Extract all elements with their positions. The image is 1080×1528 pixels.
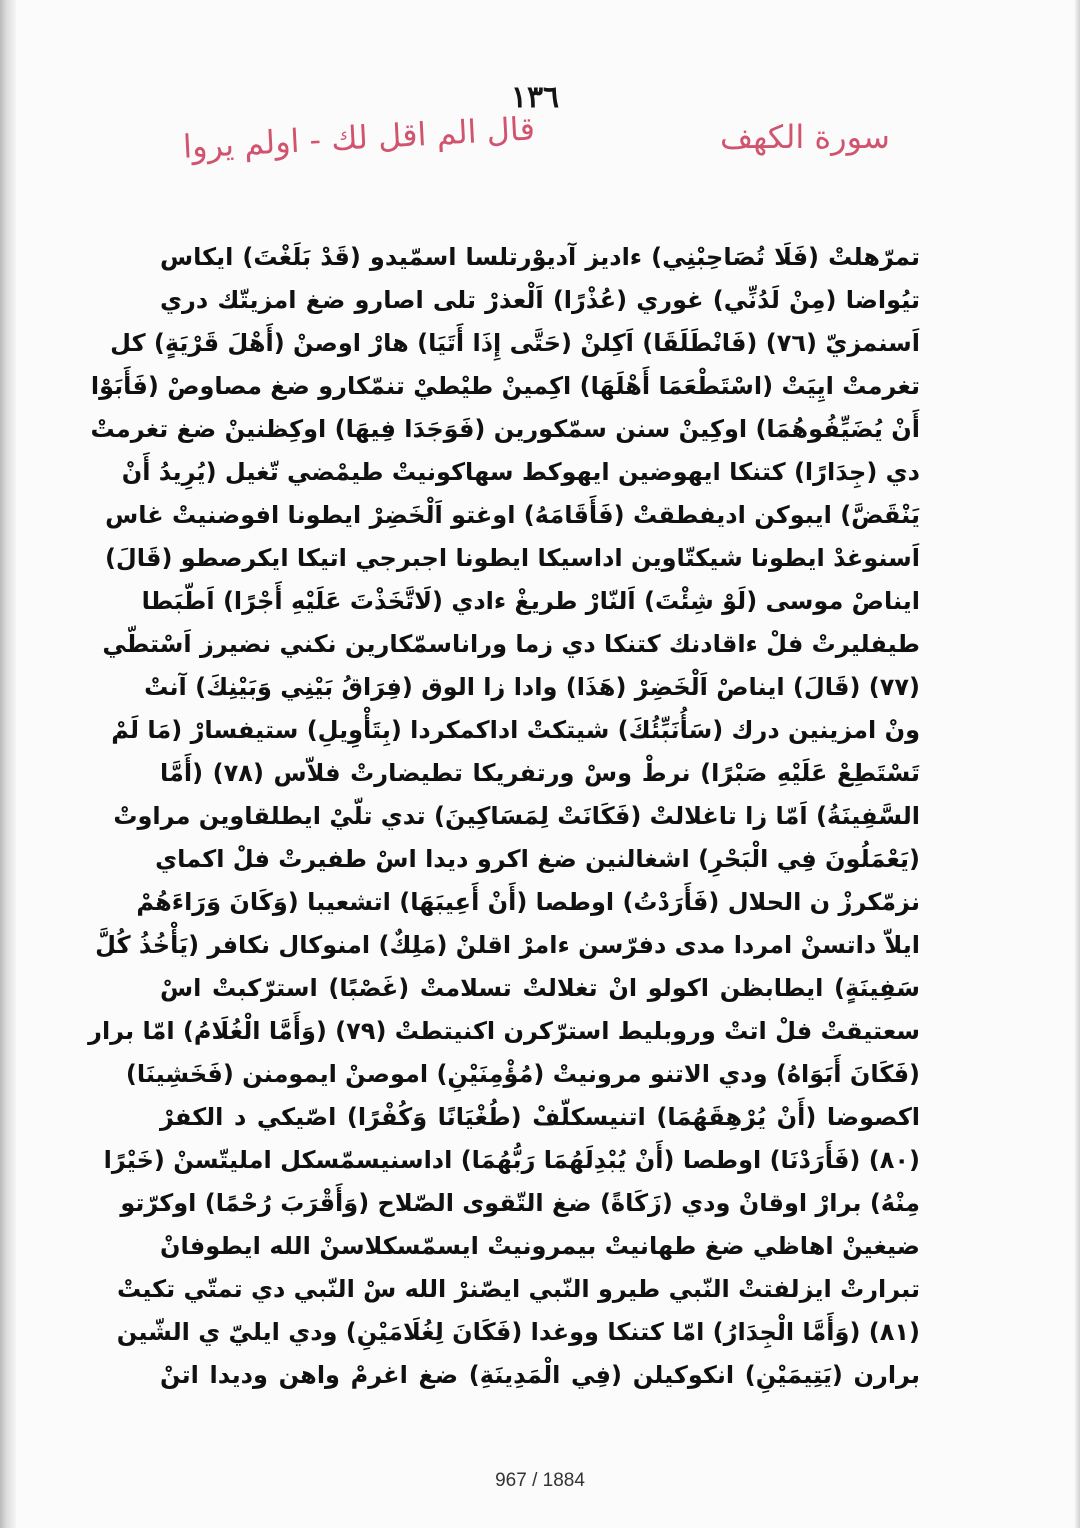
text-line: ايلاّ داتسنْ امردا مدى دفرّسن ءامرْ اقلنْ (مَلِكٌ) امنوكال نكافر (يَأْخُذُ كُلَّ <box>95 931 920 959</box>
page-counter: 967 / 1884 <box>495 1470 585 1491</box>
text-line: اَسنمزيّ (٧٦) (فَانْطَلَقَا) اَكِلنْ (حَتَّى إِذَا أَتَيَا) هارْ اوصنْ (أَهْلَ قَرْيَةٍ) كل <box>110 329 920 357</box>
text-line: مِنْهُ) برارْ اوقانْ ودي (زَكَاةً) ضغ التّقوى الصّلاح (وَأَقْرَبَ رُحْمًا) اوكرّتو <box>120 1189 920 1217</box>
body-text <box>88 236 921 1397</box>
text-line: سَفِينَةٍ) ايطابظن اكولو انْ تغلالتْ تسلامتْ (غَصْبًا) استرّكبتْ اسْ <box>160 974 920 1002</box>
text-line: تغرمتْ ايِيَتْ (اسْتَطْعَمَا أَهْلَهَا) اكِمينْ طيْطيْ تنمّكارو ضغ مصاوصْ (فَأَبَوْا <box>90 372 920 400</box>
text-line: دي (جِدَارًا) كتنكا ايهوضين ايهوكط سهاكونيتْ طيمْضي تّغيل (يُرِيدُ أَنْ <box>121 458 920 486</box>
text-line: تَسْتَطِعْ عَلَيْهِ صَبْرًا) نرطْ وسْ ورتفريكا تطيضارتْ فلاّس (٧٨) (أَمَّا <box>160 759 921 787</box>
scan-shadow-right <box>1074 0 1080 1528</box>
text-line: تمرّهلتْ (فَلَا تُصَاحِبْنِي) ءاديز آديوْرتلسا اسمّيدو (قَدْ بَلَغْتَ) ايكاس <box>160 243 920 271</box>
text-line: ونْ امزينين درك (سَأُنَبِّئُكَ) شيتكتْ اداكمكردا (بِتَأْوِيلِ) ستيفسارْ (مَا لَمْ <box>111 716 920 744</box>
handwritten-surah-note: سورة الكهف <box>720 118 890 156</box>
text-line: (يَعْمَلُونَ فِي الْبَحْرِ) اشغالنين ضغ اكرو ديدا اسْ طفيرتْ فلْ اكماي <box>155 845 920 873</box>
text-line: ضيغينْ اهاظي ضغ طهانيتْ بيمرونيتْ ايسمّسكلاسنْ الله ايطوفانْ <box>160 1232 920 1260</box>
text-line: برارن (يَتِيمَيْنِ) انكوكيلن (فِي الْمَدِينَةِ) ضغ اغرمْ واهن وديدا اتنْ <box>160 1361 920 1389</box>
text-line: (٨٠) (فَأَرَدْنَا) اوطصا (أَنْ يُبْدِلَهُمَا رَبُّهُمَا) اداسنيسمّسكل امليتّسنْ (خَيْرًا <box>103 1146 920 1174</box>
text-line: تيُواضا (مِنْ لَدُنِّي) غوري (عُذْرًا) اَلْعذرْ تلى اصارو ضغ امزيتّك دري <box>160 286 920 314</box>
text-line: (فَكَانَ أَبَوَاهُ) ودي الاتنو مرونيتْ (مُؤْمِنَيْنِ) اموصنْ ايمومنن (فَخَشِينَا) <box>125 1060 920 1088</box>
text-line: السَّفِينَةُ) اَمّا زا تاغلالتْ (فَكَانَتْ لِمَسَاكِينَ) تدي تلّيْ ايطلقاوين مراوتْ <box>113 802 920 830</box>
scan-shadow-left <box>0 0 16 1528</box>
text-line: اَسنوغدْ ايطونا شيكتّاوين اداسيكا ايطونا اجبرجي اتيكا ايكرصطو (قَالَ) <box>104 544 920 572</box>
text-line: نزمّكرزْ ن الحلال (فَأَرَدْتُ) اوطصا (أَنْ أَعِيبَهَا) اتشعيبا (وَكَانَ وَرَاءَهُمْ <box>136 888 920 916</box>
handwritten-juz-note: قال الم اقل لك - اولم يروا <box>182 109 536 166</box>
text-line: تبرارتْ ايزلفتتْ النّبي طيرو النّبي ايصّنرْ الله سْ النّبي دي تمتّي تكيتْ <box>116 1275 920 1303</box>
text-line: أَنْ يُضَيِّفُوهُمَا) اوكِينْ سنن سمّكورين (فَوَجَدَا فِيهَا) اوكِظنينْ ضغ تغرمتْ <box>90 415 920 443</box>
text-line: ايناصْ موسى (لَوْ شِئْتَ) اَلنّارْ طريغْ ءادي (لَاتَّخَذْتَ عَلَيْهِ أَجْرًا) اَطّبَطا <box>141 587 920 615</box>
text-line: (٧٧) (قَالَ) ايناصْ اَلْخَضِرْ (هَذَا) وادا زا الوق (فِرَاقُ بَيْنِي وَبَيْنِكَ) آنتْ <box>144 673 920 701</box>
text-line: يَنْقَضَّ) ايبوكن اديفطقتْ (فَأَقَامَهُ) اوغتو اَلْخَضِرْ ايطونا افوضنيتْ غاس <box>105 501 920 529</box>
text-line: اكصوضا (أَنْ يُرْهِقَهُمَا) اتنيسكلّفْ (طُغْيَانًا وَكُفْرًا) اصّيكي د الكفرْ <box>160 1103 920 1131</box>
text-line: سعتيقتْ فلْ اتتْ وروبليط استرّكرن اكنيتطتْ (٧٩) (وَأَمَّا الْغُلَامُ) امّا برار <box>88 1017 920 1045</box>
text-line: (٨١) (وَأَمَّا الْجِدَارُ) امّا كتنكا ووغدا (فَكَانَ لِغُلَامَيْنِ) ودي ايليّ ي الشّين <box>116 1318 920 1346</box>
page-number: ١٣٦ <box>510 80 560 115</box>
text-line: طيفليرتْ فلْ ءاقادنك كتنكا دي زما وراناسمّكارين نكني نضيرز اَسْتطّي <box>102 630 920 658</box>
